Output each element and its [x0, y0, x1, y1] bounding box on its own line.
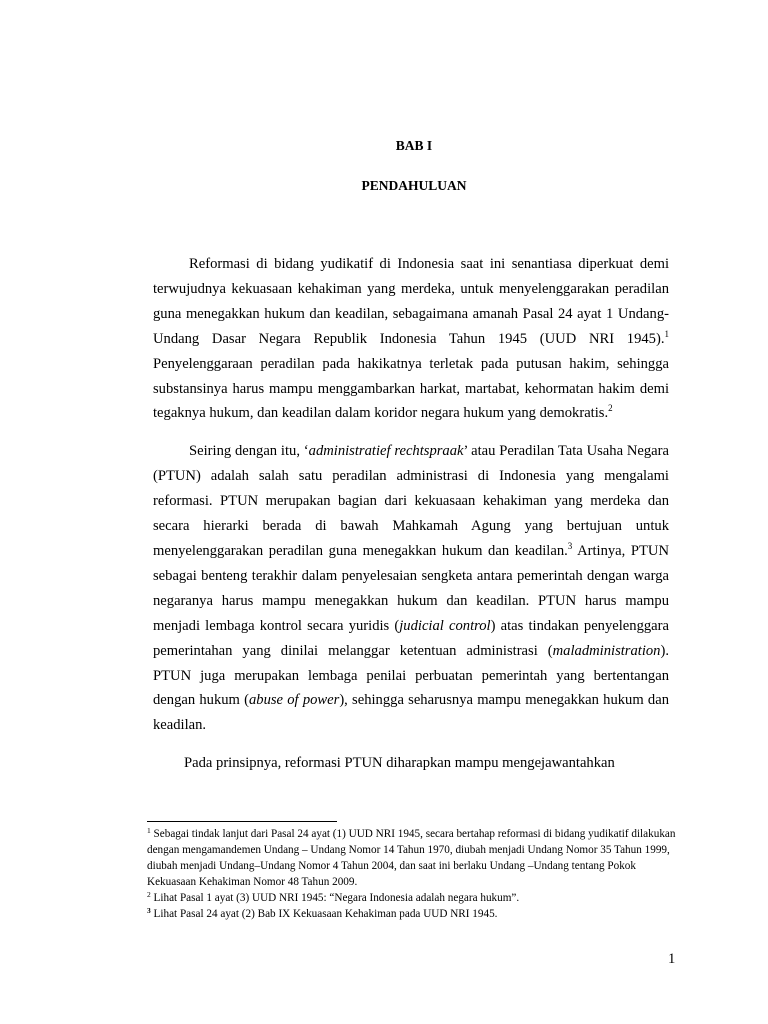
text-segment: Seiring dengan itu, ‘: [189, 443, 309, 460]
italic-term: judicial control: [399, 617, 491, 634]
footnote-number: 3: [147, 906, 151, 916]
text-segment: ) atas tindakan penyelenggara pemerintahan yang dinilai melanggar ketentuan administrasi (: [153, 617, 669, 659]
footnote-ref-1[interactable]: 1: [664, 328, 669, 339]
text-segment: ’ atau Peradilan Tata Usaha Negara (PTUN) adalah salah satu peradilan administrasi di Indonesia yang mengalami reformasi. PTUN merupakan bagian dari kekuasaan kehakiman yang merdeka dan secara hierarki berada di bawah Mahkamah Agung yang bertujuan untuk menyelenggarakan peradilan guna menegakkan hukum dan keadilan.: [153, 443, 669, 559]
footnote-3: [147, 906, 679, 922]
footnote-1: [147, 826, 679, 890]
footnote-text: Lihat Pasal 1 ayat (3) UUD NRI 1945: “Negara Indonesia adalah negara hukum”.: [150, 892, 520, 905]
footnote-2: [147, 890, 679, 906]
chapter-title: PENDAHULUAN: [361, 178, 467, 193]
paragraph-reformasi: [153, 252, 669, 426]
footnote-number: 1: [147, 826, 151, 835]
footnote-text: Sebagai tindak lanjut dari Pasal 24 ayat (1) UUD NRI 1945, secara bertahap reformasi di bidang yudikatif dilakukan dengan mengamandemen Undang – Undang Nomor 14 Tahun 1970, diubah menjadi Undang Nomor 35 Tahun 1999, diubah menjadi Undang–Undang Nomor 4 Tahun 2004, dan saat ini berlaku Undang –Undang tentang Pokok Kekuasaan Kehakiman Nomor 48 Tahun 2009.: [147, 828, 676, 889]
footnote-text: Lihat Pasal 24 ayat (2) Bab IX Kekuasaan Kehakiman pada UUD NRI 1945.: [150, 908, 498, 921]
body-text: [153, 252, 669, 789]
text-segment: ), sehingga seharusnya mampu menegakkan hukum dan keadilan.: [153, 692, 669, 734]
paragraph-ptun: [153, 439, 669, 738]
text-segment: Pada prinsipnya, reformasi PTUN diharapkan mampu mengejawantahkan: [184, 755, 615, 772]
paragraph-prinsipnya: [153, 751, 669, 776]
page-number: 1: [668, 951, 676, 967]
italic-term: administratief rechtspraak: [308, 443, 464, 460]
text-segment: ). PTUN juga merupakan lembaga penilai perbuatan pemerintah yang bertentangan dengan hukum (: [153, 642, 669, 709]
italic-term: abuse of power: [248, 692, 340, 709]
footnote-separator: [147, 821, 337, 822]
footnote-ref-3[interactable]: 3: [567, 540, 573, 551]
text-segment: Penyelenggaraan peradilan pada hakikatnya terletak pada putusan hakim, sehingga substansinya harus mampu menggambarkan harkat, martabat, kehormatan hakim demi tegaknya hukum, dan keadilan dalam koridor negara hukum yang demokratis.: [153, 355, 669, 422]
footnote-number: 2: [147, 890, 151, 900]
italic-term: maladministration: [552, 642, 661, 659]
text-segment: Artinya, PTUN sebagai benteng terakhir dalam penyelesaian sengketa antara pemerintah dengan warga negaranya harus mampu menegakkan hukum dan keadilan. PTUN harus mampu menjadi lembaga kontrol secara yuridis (: [153, 542, 669, 634]
footnote-ref-2[interactable]: 2: [608, 403, 613, 414]
text-segment: Reformasi di bidang yudikatif di Indonesia saat ini senantiasa diperkuat demi terwujudnya kekuasaan kehakiman yang merdeka, untuk menyelenggarakan peradilan guna menegakkan hukum dan keadilan, sebagaimana amanah Pasal 24 ayat 1 Undang-Undang Dasar Negara Republik Indonesia Tahun 1945 (UUD NRI 1945).: [153, 256, 669, 347]
footnotes: [147, 826, 679, 923]
chapter-number: BAB I: [395, 138, 433, 153]
